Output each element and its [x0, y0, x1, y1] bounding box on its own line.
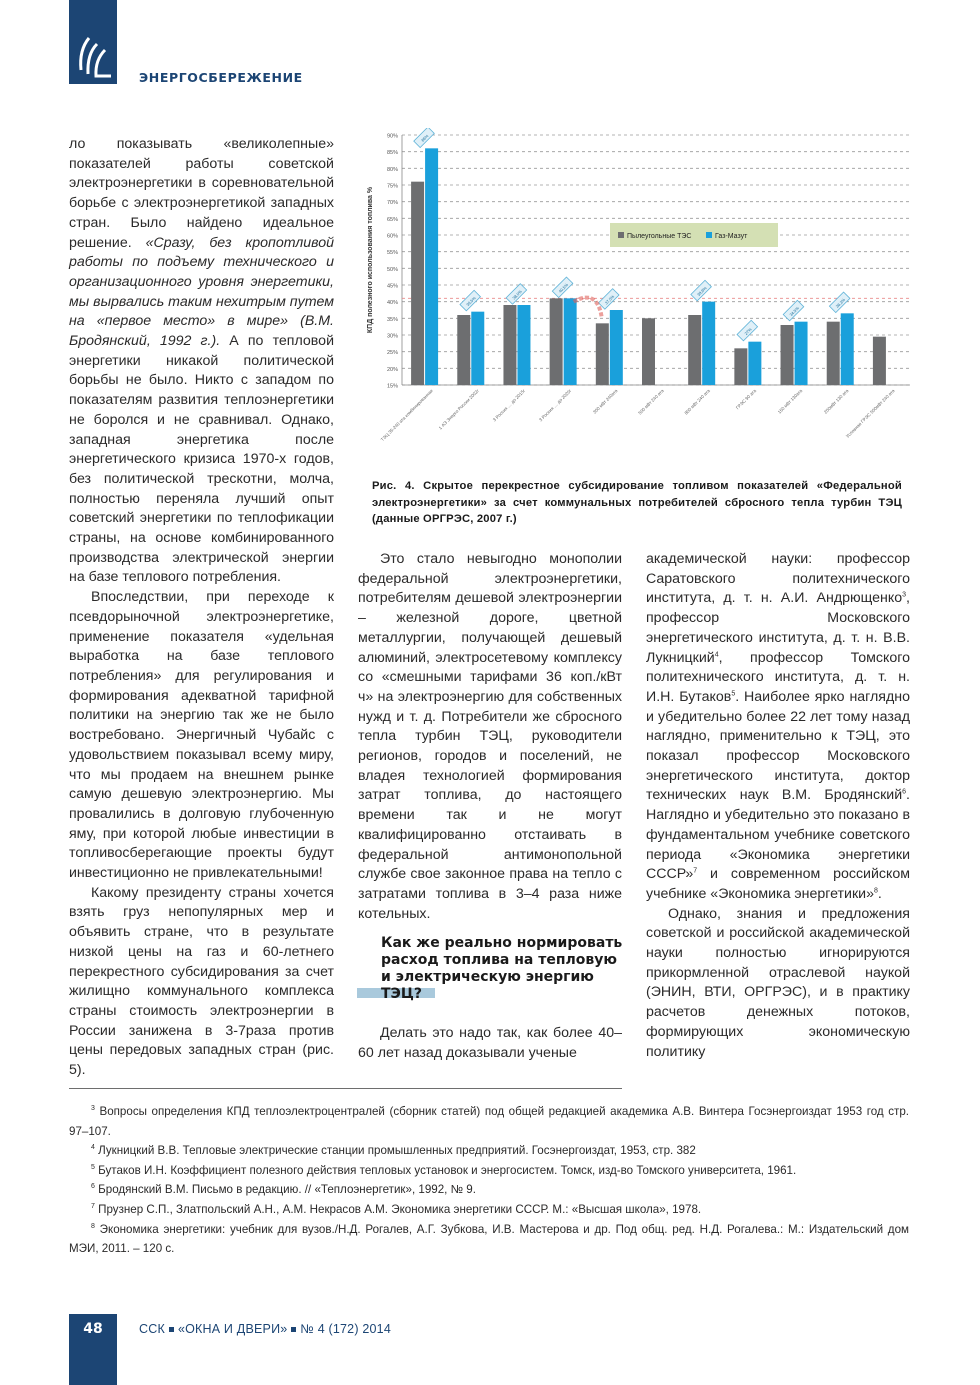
square-bullet-icon: [169, 1327, 174, 1332]
bar-gas-1: [471, 312, 484, 385]
bar-gas-4: [610, 310, 623, 385]
footnote-ref[interactable]: 8: [873, 887, 878, 895]
svg-text:34,5%: 34,5%: [788, 305, 800, 318]
bar-chart-figure-4: [362, 128, 917, 468]
paragraph: Какому президенту страны хочется взять груз непопулярных мер и объявить стране, что в результате низкой цены на газ и 60-летнего перекрестного субсидирования за счет жилищно коммунального комплекса страны стоимость электроэнергии в России занижена в 3-7раза против цены передовых западных стран (рис. 5).: [69, 884, 334, 1079]
footnote: $^6$ Бродянский В.М. Письмо в редакцию. // «Теплоэнергетик», 1992, № 9.: [91, 1183, 476, 1197]
bar-coal-2: [503, 305, 516, 385]
svg-text:75%: 75%: [386, 183, 398, 190]
square-bullet-icon: [291, 1327, 296, 1332]
footnote-ref[interactable]: 5: [731, 690, 736, 698]
svg-text:200мВт 130 ата: 200мВт 130 ата: [822, 388, 850, 415]
svg-text:3 Россия … до 2020г: 3 Россия … до 2020г: [538, 388, 573, 423]
text-column-1: [69, 135, 334, 1081]
svg-text:40,5%: 40,5%: [557, 282, 570, 294]
svg-text:37,5%: 37,5%: [603, 293, 616, 306]
svg-text:36,3%: 36,3%: [834, 297, 847, 309]
bar-coal-3: [550, 298, 563, 385]
paragraph: академической науки: профессор Саратовского политехнического института, д. т. н. А.И. Андрющенко$^3$, профессор Московского энергетического института, д. т. н. В.В. Лукницкий$^4$, профессор Томского политехнического института, д. т. н. И.Н. Бутаков$^5$. Наиболее ярко наглядно и убедительно более 22 лет тому назад наглядно, применительно к ТЭЦ, это показал профессор Московского энергетического института, доктор технических наук В.М. Бродянский$^6$. Наглядно и убедительно это показано в фундаментальном учебнике советского периода «Экономика энергетики СССР»$^7$ и современном российском учебнике «Экономика энергетики»$^8$.: [646, 551, 910, 902]
svg-text:800 мВт 240 ата: 800 мВт 240 ата: [683, 388, 711, 416]
svg-text:КПД полезного использования то: КПД полезного использования топлива %: [367, 186, 374, 334]
paragraph: ло показывать «великолепные» показателей работы советской электроэнергетики в соревновательной борьбе с электроэнергетикой западных стран. Было найдено идеальное решение. «Сразу, без кропотливой работы по подъему технического и организационного уровня энергетики, мы вырвались таким нехитрым путем на «первое место» в мире» (В.М. Бродянский, 1992 г.). А по тепловой энергетики никакой политической борьбы не было. Никто с западом по показателям развития теплоэнергетики не боролся и не сравнивал. Однако, западная энергетика после энергетического кризиса 1970-х годов, без политической трескотни, молча, полностью переняла лучший опыт советский энергетики по теплофикации страны, на основе комбинированного производства электрической энергии на базе теплового потребления.: [69, 136, 335, 586]
footnote-ref[interactable]: 3: [902, 591, 907, 599]
svg-text:Условная ГРЭС 500мВт 240 ата: Условная ГРЭС 500мВт 240 ата: [844, 388, 896, 439]
svg-text:25%: 25%: [386, 350, 398, 357]
footnote-ref[interactable]: 4: [714, 650, 719, 658]
journal-info: ССК «ОКНА И ДВЕРИ» № 4 (172) 2014: [139, 1322, 391, 1336]
bar-coal-9: [827, 322, 840, 385]
text-column-2: [358, 550, 622, 924]
svg-text:300 мВт 240ата: 300 мВт 240ата: [592, 388, 619, 415]
svg-text:80%: 80%: [386, 166, 398, 173]
bar-gas-3: [564, 298, 577, 385]
header-logo-block: [69, 0, 117, 84]
svg-text:45%: 45%: [386, 283, 398, 290]
footnote-ref[interactable]: 6: [902, 788, 907, 796]
footnote: $^5$ Бутаков И.Н. Коэффициент полезного действия тепловых установок и энергосистем. Томск, изд-во Томского университета, 1961.: [91, 1163, 797, 1177]
paragraph: Однако, знания и предложения советской и российской академической науки полностью игнорируются прикормленной отраслевой наукой (ЭНИН, ВТИ, ОРГРЭС), и в практику расчетов денежных потоков, формирующих экономическую политику: [646, 905, 910, 1060]
footnote-divider: [69, 1088, 622, 1089]
svg-text:1 АЭ Энерго России 2002г: 1 АЭ Энерго России 2002г: [437, 388, 480, 431]
svg-text:30%: 30%: [386, 333, 398, 340]
svg-text:Газ-Мазут: Газ-Мазут: [715, 233, 748, 240]
svg-text:38,0%: 38,0%: [511, 288, 523, 301]
svg-text:55%: 55%: [386, 250, 398, 257]
svg-text:50%: 50%: [386, 266, 398, 273]
bar-gas-6: [702, 302, 715, 385]
paragraph: Делать это надо так, как более 40–60 лет назад доказывали ученые: [358, 1025, 622, 1061]
footnote-ref[interactable]: 7: [693, 867, 698, 875]
paragraph: Впоследствии, при переходе к псевдорыночной электроэнергетике, применение показателя «удельная выработка на базе теплового потребления» для регулирования и формирования адекватной тарифной политики на энергию так же не было востребовано. Энергичный Чубайс с удовольствием показывал всему миру, что мы продаем на внешнем рынке самую дешевую электроэнергию. Мы провалились в долговую глубоченную яму, при которой любые инвестиции в топливосберегающие проекты будут инвестиционно не привлекательными!: [69, 589, 334, 882]
bar-coal-6: [688, 315, 701, 385]
page-number-block: [69, 1314, 117, 1385]
bar-coal-5: [642, 318, 655, 385]
svg-text:90%: 90%: [386, 133, 398, 140]
bar-coal-1: [457, 315, 470, 385]
svg-text:150 мВт 130ата: 150 мВт 130ата: [776, 388, 804, 415]
bar-coal-7: [734, 348, 747, 385]
bar-gas-7: [748, 342, 761, 385]
svg-text:70%: 70%: [386, 200, 398, 207]
footnote: $^8$ Экономика энергетики: учебник для вузов./Н.Д. Рогалев, А.Г. Зубкова, И.В. Мастерова и др. Под общ. ред. Н.Д. Рогалева.: М.: Издательский дом МЭИ, 2011. – 120 с.: [69, 1222, 909, 1256]
svg-text:20%: 20%: [386, 366, 398, 373]
stylized-arcs-logo-icon: [75, 36, 113, 78]
svg-text:ТЭЦ 35-240 ата комбинированная: ТЭЦ 35-240 ата комбинированная: [379, 388, 434, 443]
footnote: $^4$ Лукницкий В.В. Тепловые электрические станции промышленных предприятий. Госэнергоиздат, 1953, стр. 382: [91, 1144, 696, 1158]
svg-text:15%: 15%: [386, 383, 398, 390]
svg-text:65%: 65%: [386, 216, 398, 223]
svg-text:60%: 60%: [386, 233, 398, 240]
page-number: 48: [83, 1321, 103, 1337]
figure-caption: Рис. 4. Скрытое перекрестное субсидирование топливом показателей «Федеральной электроэнергетики» за счет коммунальных потребителей сбросного тепла турбин ТЭЦ (данные ОРГРЭС, 2007 г.): [372, 480, 902, 525]
footnote: $^3$ Вопросы определения КПД теплоэлектроцентралей (сборник статей) под общей редакцией академика А.В. Винтера Госэнергоиздат 1953 год стр. 97–107.: [69, 1105, 909, 1138]
bar-gas-2: [517, 305, 530, 385]
bar-gas-8: [795, 322, 808, 385]
footnotes: [69, 1102, 909, 1259]
svg-text:40%: 40%: [386, 300, 398, 307]
bar-gas-9: [841, 313, 854, 385]
bar-coal-10: [873, 337, 886, 385]
bar-coal-0: [411, 182, 424, 385]
svg-text:39,9%: 39,9%: [696, 285, 708, 298]
svg-text:86%: 86%: [420, 133, 430, 143]
bar-coal-8: [781, 325, 794, 385]
text-column-2-continued: [358, 1024, 622, 1063]
svg-text:35%: 35%: [386, 316, 398, 323]
section-title: ЭНЕРГОСБЕРЕЖЕНИЕ: [139, 70, 303, 85]
bar-gas-0: [425, 148, 438, 385]
svg-text:36,5%: 36,5%: [465, 295, 477, 308]
bar-chart-svg: [362, 128, 917, 468]
svg-text:27%: 27%: [743, 326, 753, 336]
svg-text:85%: 85%: [386, 150, 398, 157]
paragraph: Это стало невыгодно монополии федеральной электроэнергетики, потребителям дешевой электроэнергии – железной дороге, цветной металлургии, получающей дешевый алюминий, электросетевому комплексу со «смешными тарифами 36 коп./кВт ч» на электроэнергию для собственных нужд и т. д. Потребители же сбросного тепла турбин ТЭЦ, руководители регионов, городов и поселений, не владея технологией формирования затрат топлива, до настоящего времени так и не могут квалифицированно отстаивать в федеральной антимонопольной службе свое законное права на тепло с затратами топлива в 3–4 раза ниже котельных.: [358, 551, 622, 922]
bar-coal-4: [596, 323, 609, 385]
footnote: $^7$ Прузнер С.П., Златпольский А.Н., А.М. Некрасов А.М. Экономика энергетики СССР. М.: «Высшая школа», 1978.: [91, 1202, 702, 1216]
svg-text:3 Россия … до 2015г: 3 Россия … до 2015г: [491, 388, 527, 423]
svg-text:ГРЭС 90 ата: ГРЭС 90 ата: [734, 388, 758, 411]
svg-text:Пылеугольные ТЭС: Пылеугольные ТЭС: [627, 233, 692, 240]
svg-text:500 мВт 240 ата: 500 мВт 240 ата: [637, 388, 665, 416]
text-column-3: [646, 550, 910, 1062]
subheading: Как же реально нормировать расход топлива на тепловую и электрическую энергию ТЭЦ?: [381, 935, 623, 1002]
